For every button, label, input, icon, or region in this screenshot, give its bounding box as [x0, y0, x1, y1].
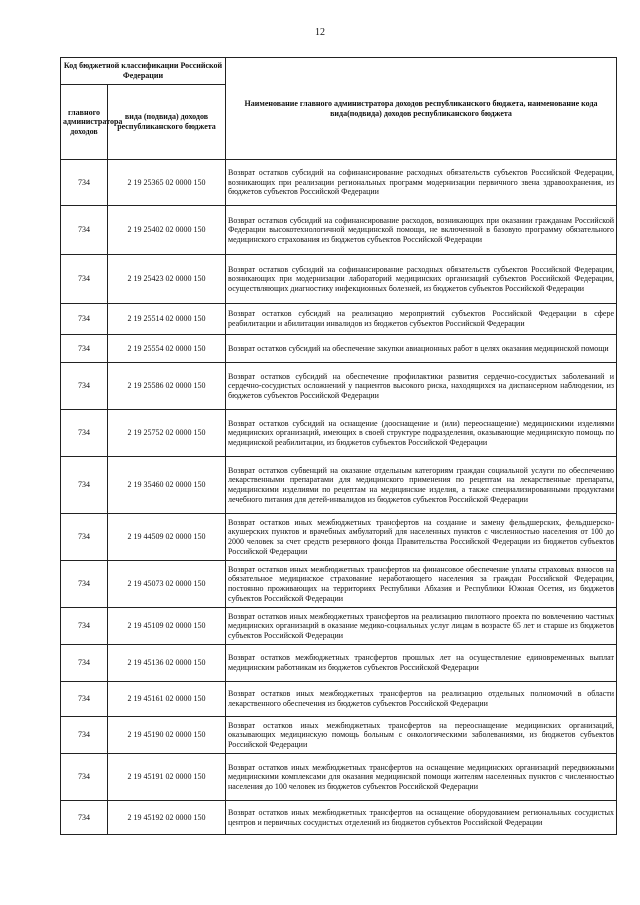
- income-code-cell: 2 19 45191 02 0000 150: [108, 754, 226, 801]
- income-code-cell: 2 19 45136 02 0000 150: [108, 645, 226, 682]
- header-name: Наименование главного администратора доходов республиканского бюджета, наименование кода вида(подвида) доходов республиканского бюджета: [226, 58, 617, 160]
- table-header: [61, 58, 617, 160]
- income-code-cell: 2 19 25402 02 0000 150: [108, 206, 226, 255]
- table-row: [61, 645, 617, 682]
- income-name-cell: Возврат остатков иных межбюджетных трансфертов на оснащение оборудованием региональных сосудистых центров и первичных сосудистых отделений из бюджетов субъектов Российской Федерации: [226, 801, 617, 835]
- table-row: [61, 457, 617, 514]
- income-code-cell: 2 19 45190 02 0000 150: [108, 717, 226, 754]
- table-row: [61, 801, 617, 835]
- income-name-cell: Возврат остатков субсидий на обеспечение профилактики развития сердечно-сосудистых заболеваний и сердечно-сосудистых осложнений у пациентов высокого риска, находящихся на диспансерном наблюдении, из бюджетов субъектов Российской Федерации: [226, 363, 617, 410]
- income-code-cell: 2 19 25365 02 0000 150: [108, 160, 226, 206]
- income-code-cell: 2 19 25423 02 0000 150: [108, 255, 226, 304]
- admin-code-cell: 734: [61, 645, 108, 682]
- table-row: [61, 304, 617, 335]
- income-name-cell: Возврат остатков субвенций на оказание отдельным категориям граждан социальной услуги по обеспечению лекарственными препаратами для медицинского применения по рецептам на лекарственные препараты, медицинскими изделиями по рецептам на медицинские изделия, а также специализированными продуктами лечебного питания для детей-инвалидов из бюджетов субъектов Российской Федерации: [226, 457, 617, 514]
- table-row: [61, 255, 617, 304]
- admin-code-cell: 734: [61, 410, 108, 457]
- income-name-cell: Возврат остатков иных межбюджетных трансфертов на реализацию отдельных полномочий в области лекарственного обеспечения из бюджетов субъектов Российской Федерации: [226, 682, 617, 717]
- income-code-cell: 2 19 45161 02 0000 150: [108, 682, 226, 717]
- table-row: [61, 160, 617, 206]
- income-name-cell: Возврат остатков субсидий на софинансирование расходных обязательств субъектов Российской Федерации, возникающих при реализации региональных программ модернизации первичного звена здравоохранения, из бюджетов субъектов Российской Федерации: [226, 160, 617, 206]
- income-code-cell: 2 19 35460 02 0000 150: [108, 457, 226, 514]
- page-number: 12: [315, 27, 325, 38]
- income-code-cell: 2 19 25554 02 0000 150: [108, 335, 226, 363]
- header-income-type-code: вида (подвида) доходов республиканского бюджета: [108, 85, 226, 160]
- admin-code-cell: 734: [61, 335, 108, 363]
- admin-code-cell: 734: [61, 514, 108, 561]
- income-code-cell: 2 19 25752 02 0000 150: [108, 410, 226, 457]
- table-row: [61, 206, 617, 255]
- income-code-cell: 2 19 25514 02 0000 150: [108, 304, 226, 335]
- admin-code-cell: 734: [61, 255, 108, 304]
- budget-classification-table: [60, 57, 617, 835]
- admin-code-cell: 734: [61, 801, 108, 835]
- table-row: [61, 561, 617, 608]
- admin-code-cell: 734: [61, 717, 108, 754]
- income-name-cell: Возврат остатков межбюджетных трансфертов прошлых лет на осуществление единовременных выплат медицинским работникам из бюджетов субъектов Российской Федерации: [226, 645, 617, 682]
- table-row: [61, 717, 617, 754]
- admin-code-cell: 734: [61, 682, 108, 717]
- admin-code-cell: 734: [61, 608, 108, 645]
- table-row: [61, 410, 617, 457]
- income-code-cell: 2 19 25586 02 0000 150: [108, 363, 226, 410]
- table-row: [61, 682, 617, 717]
- income-name-cell: Возврат остатков субсидий на софинансирование расходных обязательств субъектов Российской Федерации, возникающих при модернизации лабораторий медицинских организаций субъектов Российской Федерации, осуществляющих диагностику инфекционных болезней, из бюджетов субъектов Российской Федерации: [226, 255, 617, 304]
- admin-code-cell: 734: [61, 363, 108, 410]
- table-row: [61, 514, 617, 561]
- admin-code-cell: 734: [61, 206, 108, 255]
- header-administrator: главного администратора доходов: [61, 85, 108, 160]
- income-name-cell: Возврат остатков иных межбюджетных трансфертов на реализацию пилотного проекта по вовлечению частных медицинских организаций в оказание медико-социальных услуг лицам в возрасте 65 лет и старше из бюджетов субъектов Российской Федерации: [226, 608, 617, 645]
- income-name-cell: Возврат остатков субсидий на обеспечение закупки авиационных работ в целях оказания медицинской помощи: [226, 335, 617, 363]
- income-code-cell: 2 19 45192 02 0000 150: [108, 801, 226, 835]
- table-row: [61, 754, 617, 801]
- table-row: [61, 363, 617, 410]
- income-name-cell: Возврат остатков иных межбюджетных трансфертов на переоснащение медицинских организаций, оказывающих медицинскую помощь больным с онкологическими заболеваниями, из бюджетов субъектов Российской Федерации: [226, 717, 617, 754]
- table-body: [61, 160, 617, 835]
- income-name-cell: Возврат остатков субсидий на оснащение (дооснащение и (или) переоснащение) медицинскими изделиями медицинских организаций, имеющих в своей структуре подразделения, оказывающие медицинскую помощь по медицинской реабилитации, из бюджетов субъектов Российской Федерации: [226, 410, 617, 457]
- table-row: [61, 608, 617, 645]
- income-code-cell: 2 19 44509 02 0000 150: [108, 514, 226, 561]
- income-name-cell: Возврат остатков иных межбюджетных трансфертов на создание и замену фельдшерских, фельдшерско-акушерских пунктов и врачебных амбулаторий для населенных пунктов с численностью населения от 100 до 2000 человек за счет средств резервного фонда Правительства Российской Федерации из бюджетов субъектов Российской Федерации: [226, 514, 617, 561]
- income-name-cell: Возврат остатков субсидий на софинансирование расходов, возникающих при оказании гражданам Российской Федерации высокотехнологичной медицинской помощи, не включенной в базовую программу обязательного медицинского страхования из бюджетов субъектов Российской Федерации: [226, 206, 617, 255]
- income-name-cell: Возврат остатков субсидий на реализацию мероприятий субъектов Российской Федерации в сфере реабилитации и абилитации инвалидов из бюджетов субъектов Российской Федерации: [226, 304, 617, 335]
- income-name-cell: Возврат остатков иных межбюджетных трансфертов на финансовое обеспечение уплаты страховых взносов на обязательное медицинское страхование неработающего населения за граждан Российской Федерации, постоянно проживающих на территориях Республики Абхазия и Республики Южная Осетия, из бюджетов субъектов Российской Федерации: [226, 561, 617, 608]
- admin-code-cell: 734: [61, 457, 108, 514]
- income-code-cell: 2 19 45109 02 0000 150: [108, 608, 226, 645]
- admin-code-cell: 734: [61, 754, 108, 801]
- header-classification-code: Код бюджетной классификации Российской Федерации: [61, 58, 226, 85]
- admin-code-cell: 734: [61, 304, 108, 335]
- admin-code-cell: 734: [61, 160, 108, 206]
- income-code-cell: 2 19 45073 02 0000 150: [108, 561, 226, 608]
- income-name-cell: Возврат остатков иных межбюджетных трансфертов на оснащение медицинских организаций передвижными медицинскими комплексами для оказания медицинской помощи жителям населенных пунктов с численностью населения до 100 человек из бюджетов субъектов Российской Федерации: [226, 754, 617, 801]
- table-row: [61, 335, 617, 363]
- admin-code-cell: 734: [61, 561, 108, 608]
